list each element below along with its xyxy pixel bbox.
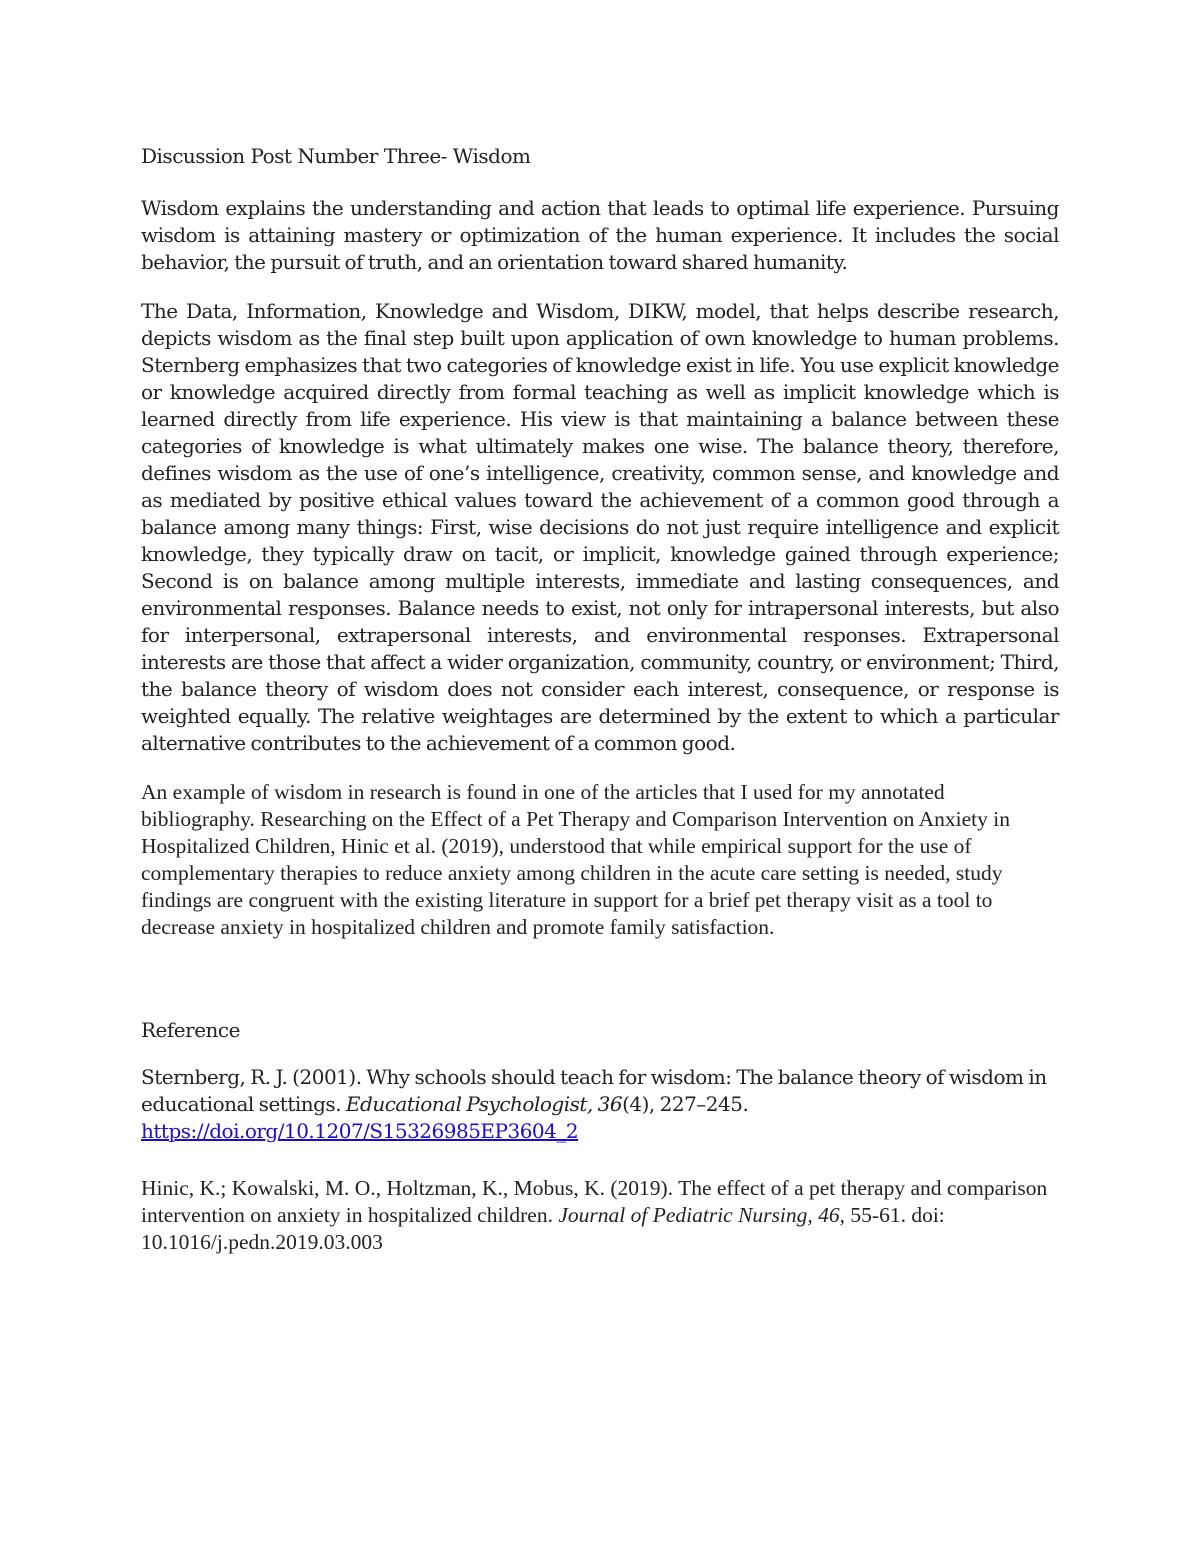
reference-text: Sternberg, R. J. (2001). Why schools should teach for wisdom: The balance theory of wisdom in educational settings.	[141, 1065, 1047, 1116]
document-title: Discussion Post Number Three- Wisdom	[141, 144, 531, 168]
reference-text: Hinic, K.; Kowalski, M. O., Holtzman, K., Mobus, K. (2019). The effect of a pet therapy and comparison intervention on anxiety in hospitalized children.	[141, 1176, 1048, 1227]
reference-details: (4), 227–245.	[622, 1092, 749, 1116]
document-page	[141, 143, 1059, 1286]
reference-details: , 55-61. doi: 10.1016/j.pedn.2019.03.003	[141, 1203, 945, 1254]
reference-journal: Journal of Pediatric Nursing, 46	[558, 1203, 840, 1227]
paragraph-definition: Wisdom explains the understanding and action that leads to optimal life experience. Pursuing wisdom is attaining mastery or optimization of the human experience. It includes the social behavior, the pursuit of truth, and an orientation toward shared humanity.	[141, 196, 1059, 274]
reference-doi-link[interactable]: https://doi.org/10.1207/S15326985EP3604_2	[141, 1119, 579, 1143]
paragraph-research-example: An example of wisdom in research is found in one of the articles that I used for my annotated bibliography. Researching on the Effect of a Pet Therapy and Comparison Intervention on Anxiety in Hospitalized Children, Hinic et al. (2019), understood that while empirical support for the use of complementary therapies to reduce anxiety among children in the acute care setting is needed, study findings are congruent with the existing literature in support for a brief pet therapy visit as a tool to decrease anxiety in hospitalized children and promote family satisfaction.	[141, 780, 1010, 939]
section-spacer	[141, 963, 1059, 1017]
reference-hinic	[141, 1175, 1059, 1256]
reference-sternberg	[141, 1064, 1059, 1145]
paragraph-dikw-model: The Data, Information, Knowledge and Wisdom, DIKW, model, that helps describe research, depicts wisdom as the final step built upon application of own knowledge to human problems. Sternberg emphasizes that two categories of knowledge exist in life. You use explicit knowledge or knowledge acquired directly from formal teaching as well as implicit knowledge which is learned directly from life experience. His view is that maintaining a balance between these categories of knowledge is what ultimately makes one wise. The balance theory, therefore, defines wisdom as the use of one’s intelligence, creativity, common sense, and knowledge and as mediated by positive ethical values toward the achievement of a common good through a balance among many things: First, wise decisions do not just require intelligence and explicit knowledge, they typically draw on tacit, or implicit, knowledge gained through experience; Second is on balance among multiple interests, immediate and lasting consequences, and environmental responses. Balance needs to exist, not only for intrapersonal interests, but also for interpersonal, extrapersonal interests, and environmental responses. Extrapersonal interests are those that affect a wider organization, community, country, or environment; Third, the balance theory of wisdom does not consider each interest, consequence, or response is weighted equally. The relative weightages are determined by the extent to which a particular alternative contributes to the achievement of a common good.	[141, 299, 1059, 755]
reference-journal: Educational Psychologist, 36	[345, 1092, 623, 1116]
reference-heading: Reference	[141, 1018, 240, 1042]
